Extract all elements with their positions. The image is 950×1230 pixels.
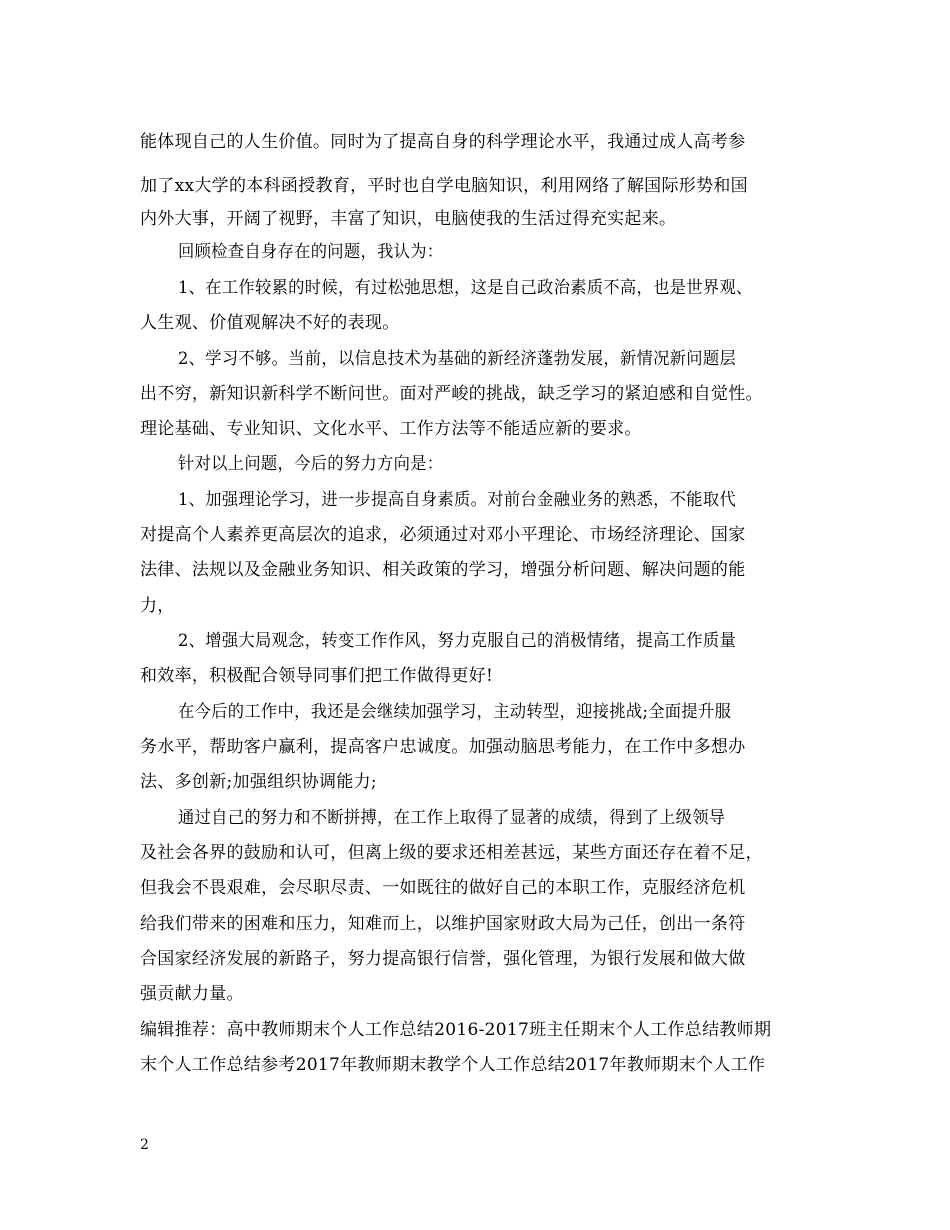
- text-line: 和效率，积极配合领导同事们把工作做得更好!: [140, 666, 494, 686]
- editor-recommendation-line: 末个人工作总结参考2017年教师期末教学个人工作总结2017年教师期末个人工作: [140, 1055, 766, 1075]
- text-line: 能体现自己的人生价值。同时为了提高自身的科学理论水平，我通过成人高考参: [140, 132, 746, 152]
- text-line: 强贡献力量。: [140, 984, 244, 1004]
- text-line: 针对以上问题，今后的努力方向是：: [178, 454, 444, 474]
- text-line: 但我会不畏艰难，会尽职尽责、一如既往的做好自己的本职工作，克服经济危机: [140, 878, 746, 898]
- text-line: 人生观、价值观解决不好的表现。: [140, 313, 400, 333]
- editor-recommendation-line: 编辑推荐：高中教师期末个人工作总结2016-2017班主任期末个人工作总结教师期: [140, 1020, 772, 1040]
- text-line: 2、增强大局观念，转变工作作风，努力克服自己的消极情绪，提高工作质量: [178, 631, 737, 651]
- text-line: 法、多创新;加强组织协调能力;: [140, 772, 377, 792]
- text-line: 通过自己的努力和不断拼搏，在工作上取得了显著的成绩，得到了上级领导: [178, 808, 726, 828]
- text-line: 1、在工作较累的时候，有过松弛思想，这是自己政治素质不高，也是世界观、: [178, 278, 753, 298]
- text-line: 2、学习不够。当前，以信息技术为基础的新经济蓬勃发展，新情况新问题层: [178, 349, 737, 369]
- text-line: 内外大事，开阔了视野，丰富了知识，电脑使我的生活过得充实起来。: [140, 209, 677, 229]
- text-line: 务水平，帮助客户赢利，提高客户忠诚度。加强动脑思考能力，在工作中多想办: [140, 737, 746, 757]
- page-number: 2: [140, 1137, 149, 1153]
- text-line: 力，: [140, 596, 175, 616]
- text-line: 理论基础、专业知识、文化水平、工作方法等不能适应新的要求。: [140, 419, 642, 439]
- text-line: 及社会各界的鼓励和认可，但离上级的要求还相差甚远，某些方面还存在着不足，: [140, 843, 763, 863]
- text-line: 给我们带来的困难和压力，知难而上，以维护国家财政大局为己任，创出一条符: [140, 914, 746, 934]
- text-line: 1、加强理论学习，进一步提高自身素质。对前台金融业务的熟悉，不能取代: [178, 490, 737, 510]
- text-line: 合国家经济发展的新路子，努力提高银行信誉，强化管理，为银行发展和做大做: [140, 949, 746, 969]
- text-line: 回顾检查自身存在的问题，我认为：: [178, 242, 444, 262]
- text-line: 出不穷，新知识新科学不断问世。面对严峻的挑战，缺乏学习的紧迫感和自觉性。: [140, 384, 763, 404]
- text-line: 加了xx大学的本科函授教育，平时也自学电脑知识，利用网络了解国际形势和国: [140, 176, 748, 196]
- text-line: 法律、法规以及金融业务知识、相关政策的学习，增强分析问题、解决问题的能: [140, 560, 746, 580]
- text-line: 对提高个人素养更高层次的追求，必须通过对邓小平理论、市场经济理论、国家: [140, 525, 746, 545]
- text-line: 在今后的工作中，我还是会继续加强学习，主动转型，迎接挑战;全面提升服: [178, 702, 732, 722]
